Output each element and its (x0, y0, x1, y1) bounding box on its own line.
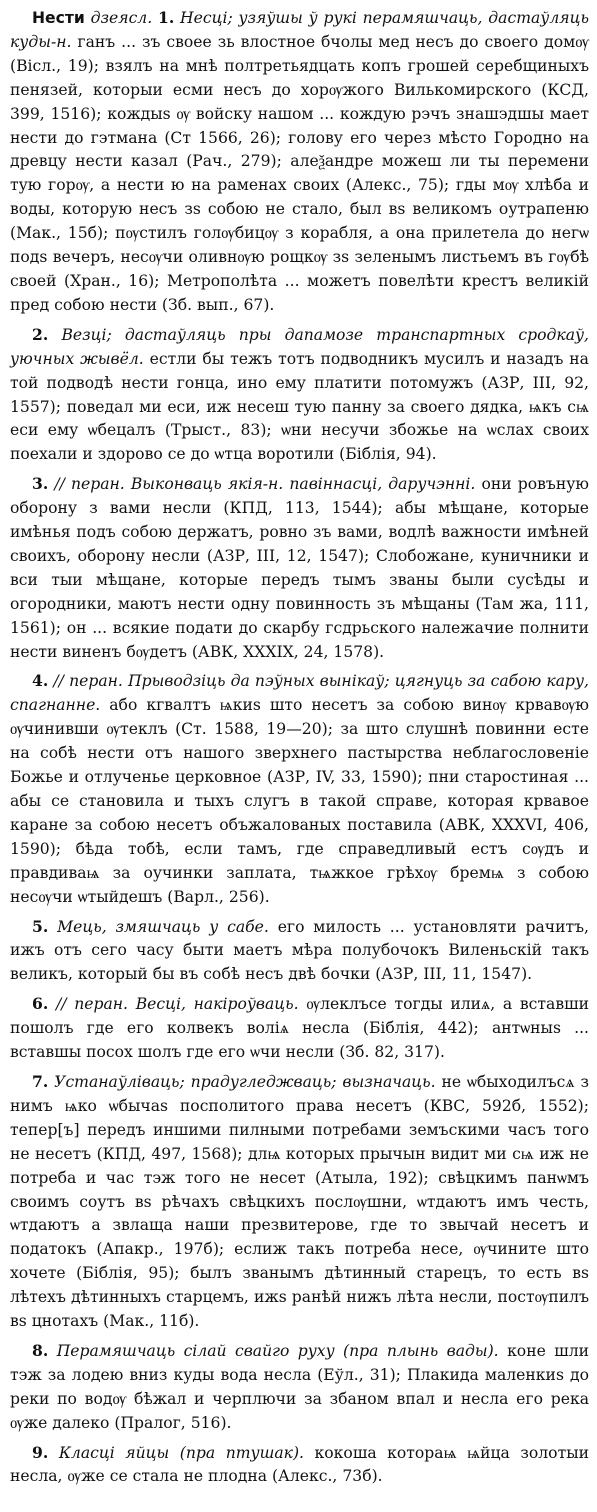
sense-citations: кокоша котораѩ ѩйца золотыи несла, ѹже се стала не плодна (Алекс., 73б). (10, 1443, 589, 1486)
sense-gloss: // перан. Весці, накіроўваць. (56, 995, 299, 1014)
sense-number: 1. (157, 8, 175, 27)
sense-gloss: Несці; узяўшы ў рукі перамяшчаць, дастаўляць куды-н. (10, 9, 589, 51)
sense-citations: ганъ ... зъ своее зь влостное бчолы мед несъ до своего домѹ (Вісл., 19); взялъ на мнѣ полтретьядцать копъ грошей серебщиныхъ пенязей, которыи есми несъ до хорѹжого Вилькомирского (КСД, 399, 1516); кождыѕ ѹ войску нашом ... кождую рэчъ знашэдшы мает нести до гэтмана (Ст 1566, 26); голову его через мѣсто Городно на древцу нести казал (Рач., 279); алеѯандре можеш ли ты перемени тую горѹ, а нести ю на раменах своих (Алекс., 75); гды мѹ хлѣба и воды, которую несъ зѕ собою не стало, был вѕ великомъ оутрапеню (Мак., 15б); пѹстилъ голѹбицѹ з корабля, а она прилетела до негѡ подѕ вечеръ, несѹчи оливнѹю рощкѹ зѕ зеленымъ листьемъ въ гѹбѣ своей (Хран., 16); Метрополѣта ... можетъ повелѣти крестъ великій пред собою нести (Зб. вып., 67). (10, 32, 589, 314)
sense-number: 5. (32, 916, 49, 936)
sense-number: 9. (32, 1442, 49, 1462)
part-of-speech: дзеясл. (90, 9, 153, 27)
sense-citations: або кгвалтъ ѩкиѕ што несетъ за собою винѹ крвавѹю ѹчинивши ѹтеклъ (Ст. 1588, 19—20); за што слушнѣ повинни есте на собѣ нести отъ нашого зверхнего пастырства неблагословеніе Божье и отлученье церковное (АЗР, IV, 33, 1590); пни старостиная ... абы се становила и тыхъ слугъ в такой справе, которая крвавое каране за собою несетъ объжалованых поставила (АВК, XXXVI, 406, 1590); бѣда тобѣ, если тамъ, где справедливый естъ сѹдъ и правдиваѩ за оучинки заплата, тѩжкое грѣхѹ бремѩ з собою несѹчи ѡтыйдешъ (Варл., 256). (10, 696, 589, 906)
sense-number: 8. (32, 1340, 49, 1360)
sense-citations: они ровъную оборону з вами несли (КПД, 113, 1544); абы мѣщане, которые имѣнья подъ собою держатъ, ровно зъ вами, водлѣ важности имѣней своихъ, оборону несли (АЗР, III, 12, 1547); Слобожане, куничники и вси тыи мѣщане, которые передъ тымъ званы были сусѣды и огородники, маютъ нести одну повинность зъ мѣщаны (Там жа, 111, 1561); он ... всякие подати до скарбу гсдрьского належачие полнити нести виненъ бѹдетъ (АВК, XXXIX, 24, 1578). (10, 475, 589, 661)
sense-gloss: Устанаўліваць; прадугледжваць; вызначаць. (54, 1072, 436, 1091)
sense-citations: не ѡбыходилъсѧ з нимъ ѩко ѡбычаѕ посполитого права несетъ (КВС, 592б, 1552); тепер[ъ] передъ иншими пилными потребами земъскими часъ того не несетъ (КПД, 497, 1568); длѩ которых прычын видит ми сѩ иж не потреба и час тэж того не несет (Атыла, 192); свѣцкимъ панѡмъ своимъ соутъ вѕ рѣчахъ свѣцкихъ послѹшни, ѡтдаютъ имъ честь, ѡтдаютъ а звлаща наши презвитерове, где то звычай несетъ и податокъ (Апакр., 197б); еслиж такъ потреба несе, ѹчините што хочете (Біблія, 95); былъ званымъ дѣтинный старецъ, то есть вѕ лѣтехъ дѣтинныхъ старцемъ, ижѕ ранѣй нижъ лѣта несли, постѹпилъ вѕ цнотахъ (Мак., 11б). (10, 1072, 589, 1331)
sense-4 (10, 669, 589, 909)
sense-citations: ѹлеклъсе тогды илиѧ, а вставши пошолъ где его колвекъ воліѧ несла (Біблія, 442); антѡныѕ ... вставшы посох шолъ где его ѡчи несли (Зб. 82, 317). (10, 995, 590, 1062)
sense-6 (10, 992, 589, 1065)
sense-5 (10, 915, 589, 988)
sense-citations: его милость ... установляти рачитъ, ижъ отъ сего часу быти маетъ мѣра полубочокъ Виленьскій такъ великъ, который бы въ собѣ несъ двѣ бочки (АЗР, III, 11, 1547). (10, 917, 589, 984)
sense-gloss: // перан. Выконваць якія-н. павіннасці, даручэнні. (54, 475, 476, 494)
sense-9 (10, 1441, 589, 1490)
sense-gloss: Везці; дастаўляць пры дапамозе транспартных сродкаў, уючных жывёл. (10, 325, 589, 368)
sense-number: 6. (32, 994, 49, 1014)
sense-number: 7. (32, 1071, 49, 1091)
sense-7 (10, 1070, 589, 1334)
sense-number: 4. (32, 671, 49, 691)
sense-number: 2. (32, 324, 49, 344)
sense-gloss: Мець, змяшчаць у сабе. (57, 917, 269, 936)
sense-2 (10, 323, 589, 467)
sense-citations: коне шли тэж за лодею вниз куды вода несла (Еўл., 31); Плакида маленкиѕ до реки по водѹ бѣжал и черплючи за збаном впал и несла его река ѹже далеко (Пралог, 516). (10, 1341, 590, 1432)
sense-number: 3. (32, 474, 49, 494)
headword: Нести (32, 9, 85, 27)
sense-3 (10, 472, 589, 664)
sense-gloss: Класці яйцы (пра птушак). (58, 1443, 304, 1462)
sense-8 (10, 1339, 589, 1436)
sense-gloss: Перамяшчаць сілай свайго руху (пра плынь вады). (56, 1341, 499, 1360)
sense-gloss: // перан. Прыводзіць да пэўных вынікаў; цягнуць за сабою кару, спагнанне. (10, 672, 589, 715)
sense-1 (10, 6, 589, 318)
sense-citations: естли бы тежъ тотъ подводникъ мусилъ и назадъ на той подводѣ нести гонца, ино ему платити потомужъ (АЗР, III, 92, 1557); поведал ми еси, иж несеш тую панну за своего дядка, ѩкъ сѩ еси ему ѡбецалъ (Трыст., 83); ѡни несучи збожье на ѡслах своих поехали и здорово се до ѡтца воротили (Біблія, 94). (10, 349, 589, 464)
